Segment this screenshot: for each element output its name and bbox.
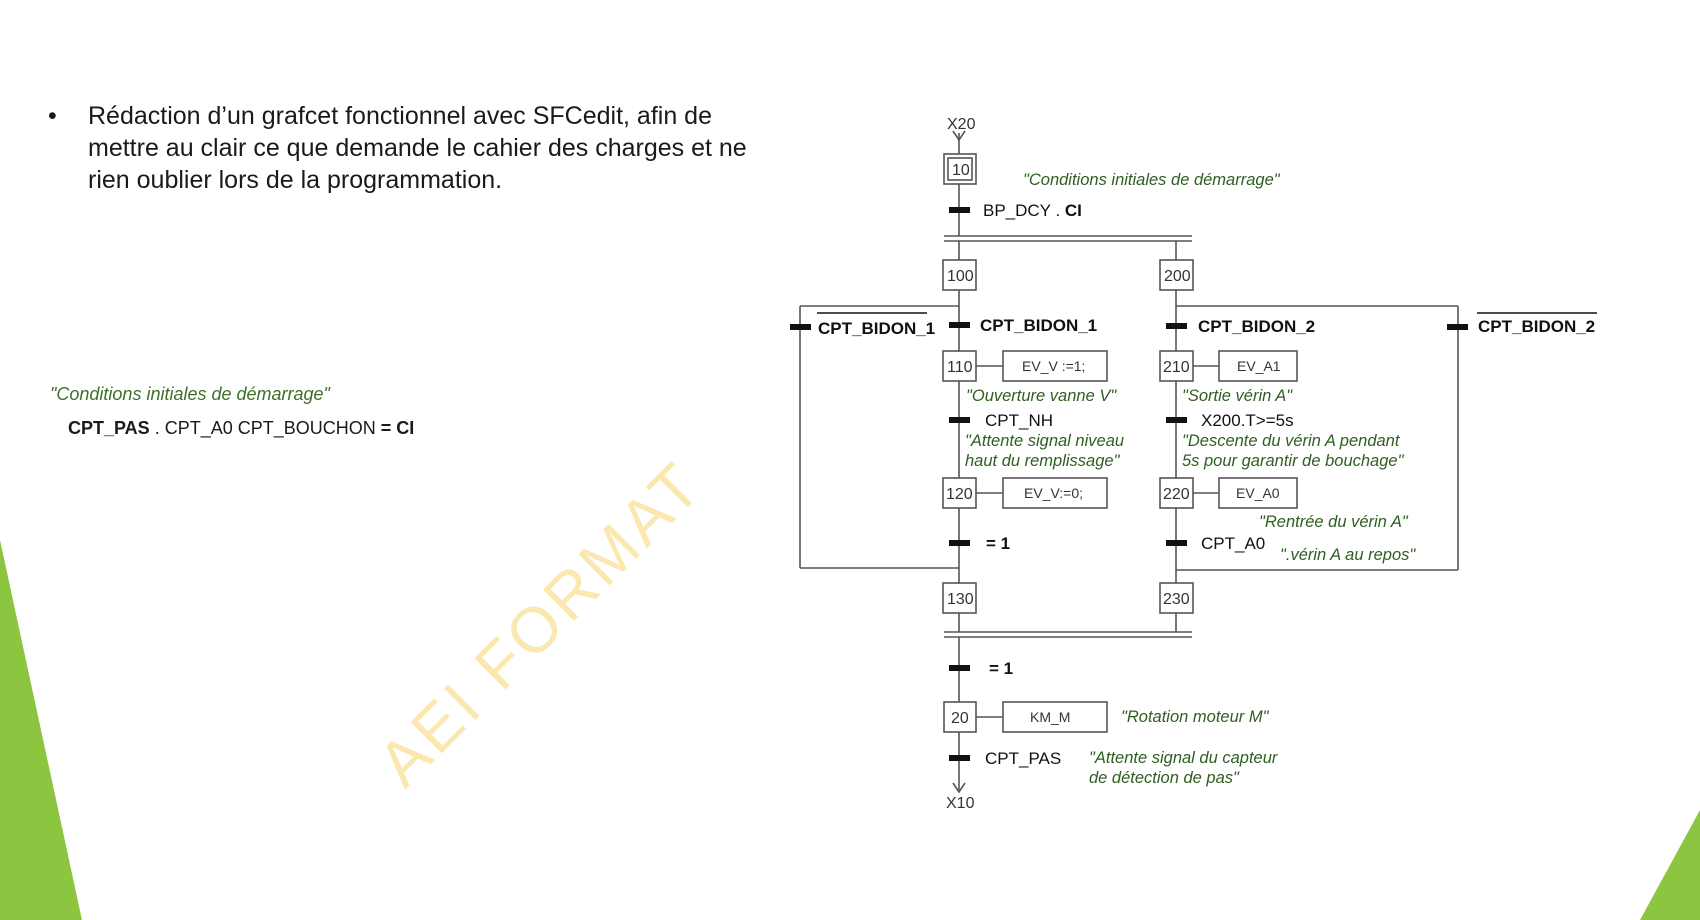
action-210-label: EV_A1 [1237, 358, 1281, 374]
bullet-text: Rédaction d’un grafcet fonctionnel avec SFCedit, afin de mettre au clair ce que demande le cahier des charges et ne rien oublier lors de la programmation. [88, 102, 747, 194]
transition-join-label: = 1 [989, 659, 1014, 678]
transition-200-label: CPT_BIDON_2 [1198, 317, 1316, 336]
step-10-number: 10 [952, 162, 970, 179]
comment-nh-line2: haut du remplissage" [965, 452, 1120, 470]
ref-x10: X10 [946, 795, 975, 812]
transition-210-label: X200.T>=5s [1201, 411, 1294, 430]
comment-20: "Rotation moteur M" [1121, 708, 1269, 726]
step-220-number: 220 [1163, 486, 1190, 503]
ref-x20: X20 [947, 116, 976, 133]
action-120-label: EV_V:=0; [1024, 485, 1084, 501]
comment-210: "Sortie vérin A" [1182, 387, 1293, 405]
comment-220: "Rentrée du vérin A" [1259, 513, 1408, 531]
transition-200-not-label: CPT_BIDON_2 [1478, 317, 1596, 336]
step-200-number: 200 [1164, 268, 1191, 285]
transition-100-not-label: CPT_BIDON_1 [818, 319, 936, 338]
step-120-number: 120 [946, 486, 973, 503]
step-20-number: 20 [951, 710, 969, 727]
bullet-marker: • [48, 102, 57, 130]
comment-pas-line2: de détection de pas" [1089, 769, 1239, 787]
action-110-label: EV_V :=1; [1022, 358, 1086, 374]
transition-20-label: CPT_PAS [985, 749, 1062, 768]
step-110-number: 110 [947, 359, 973, 376]
comment-nh-line1: "Attente signal niveau [965, 432, 1125, 450]
conditions-eq-middle: . CPT_A0 CPT_BOUCHON [149, 418, 381, 438]
transition-120-label: = 1 [986, 534, 1011, 553]
watermark: AEI FORMAT [363, 447, 717, 800]
comment-pas-line1: "Attente signal du capteur [1089, 749, 1278, 767]
conditions-eq-cptpas: CPT_PAS [68, 418, 150, 438]
comment-10: "Conditions initiales de démarrage" [1023, 171, 1280, 189]
step-230-number: 230 [1163, 591, 1190, 608]
action-20-label: KM_M [1030, 709, 1071, 725]
action-220-label: EV_A0 [1236, 485, 1280, 501]
transition-220-label: CPT_A0 [1201, 534, 1266, 553]
comment-repos: ".vérin A au repos" [1280, 546, 1416, 564]
conditions-eq-ci: = CI [380, 418, 415, 438]
comment-110: "Ouverture vanne V" [966, 387, 1117, 405]
comment-desc-line2: 5s pour garantir de bouchage" [1182, 452, 1404, 470]
step-100-number: 100 [947, 268, 974, 285]
step-210-number: 210 [1163, 359, 1190, 376]
comment-desc-line1: "Descente du vérin A pendant [1182, 432, 1400, 450]
transition-10-label: BP_DCY . CI [983, 201, 1082, 220]
conditions-caption: "Conditions initiales de démarrage" [50, 384, 330, 404]
transition-110-label: CPT_NH [985, 411, 1054, 430]
step-130-number: 130 [947, 591, 974, 608]
transition-100-label: CPT_BIDON_1 [980, 316, 1098, 335]
